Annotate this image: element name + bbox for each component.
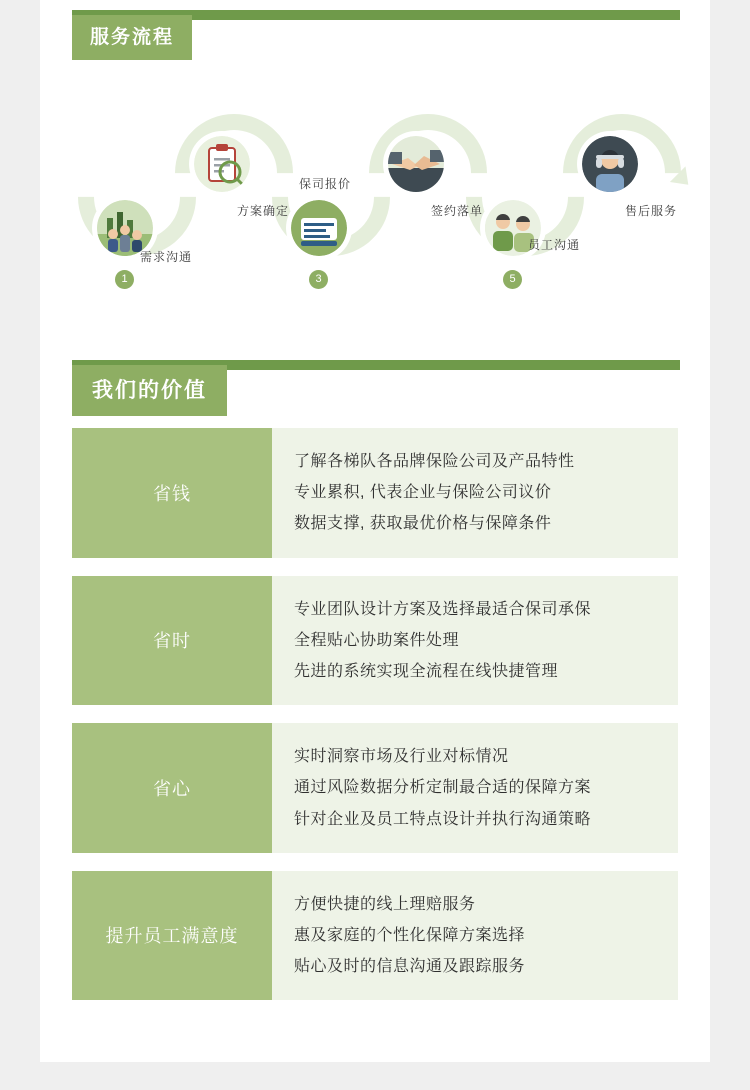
- section-title-value: 我们的价值: [72, 365, 227, 416]
- value-key: 省心: [72, 723, 272, 853]
- value-body: [272, 871, 678, 1001]
- value-row: [72, 428, 678, 558]
- value-line: 了解各梯队各品牌保险公司及产品特性: [294, 453, 575, 470]
- value-line: 全程贴心协助案件处理: [294, 631, 460, 649]
- value-line: 专业累积, 代表企业与保险公司议价: [294, 484, 552, 502]
- value-line: 针对企业及员工特点设计并执行沟通策略: [294, 810, 592, 828]
- section-header-value: [40, 350, 710, 414]
- value-body: [272, 428, 678, 558]
- flow-label-3: 保司报价: [299, 177, 352, 191]
- section-header-flow: [40, 0, 710, 64]
- flow-number-3: 3: [309, 270, 328, 289]
- flow-label-1: 需求沟通: [140, 250, 193, 264]
- flow-icon-handshake-icon: [388, 136, 444, 192]
- flow-label-2: 方案确定: [237, 204, 290, 218]
- flow-label-4: 签约落单: [431, 204, 484, 218]
- flow-number-5: 5: [503, 270, 522, 289]
- service-flow-diagram: [40, 80, 710, 300]
- flow-label-5: 员工沟通: [528, 238, 581, 252]
- value-body: [272, 723, 678, 853]
- flow-icon-document-stack-icon: [291, 200, 347, 256]
- value-row: [72, 723, 678, 853]
- value-line: 贴心及时的信息沟通及跟踪服务: [294, 958, 526, 976]
- section-title-flow: 服务流程: [72, 15, 192, 60]
- value-line: 数据支撑, 获取最优价格与保障条件: [294, 515, 552, 533]
- value-line: 通过风险数据分析定制最合适的保障方案: [294, 779, 592, 797]
- value-row: [72, 576, 678, 706]
- value-list: [40, 428, 710, 1000]
- flow-icon-headset-support-icon: [582, 136, 638, 192]
- flow-icon-clipboard-check-icon: [194, 136, 250, 192]
- value-line: 先进的系统实现全流程在线快捷管理: [294, 662, 559, 680]
- value-line: 实时洞察市场及行业对标情况: [294, 748, 509, 766]
- content-sheet: [40, 0, 710, 1062]
- value-line: 方便快捷的线上理赔服务: [294, 895, 476, 913]
- value-key: 提升员工满意度: [72, 871, 272, 1001]
- flow-number-1: 1: [115, 270, 134, 289]
- value-body: [272, 576, 678, 706]
- flow-label-6: 售后服务: [625, 204, 678, 218]
- value-line: 惠及家庭的个性化保障方案选择: [294, 926, 526, 944]
- value-key: 省时: [72, 576, 272, 706]
- value-key: 省钱: [72, 428, 272, 558]
- value-line: 专业团队设计方案及选择最适合保司承保: [294, 600, 592, 618]
- value-row: [72, 871, 678, 1001]
